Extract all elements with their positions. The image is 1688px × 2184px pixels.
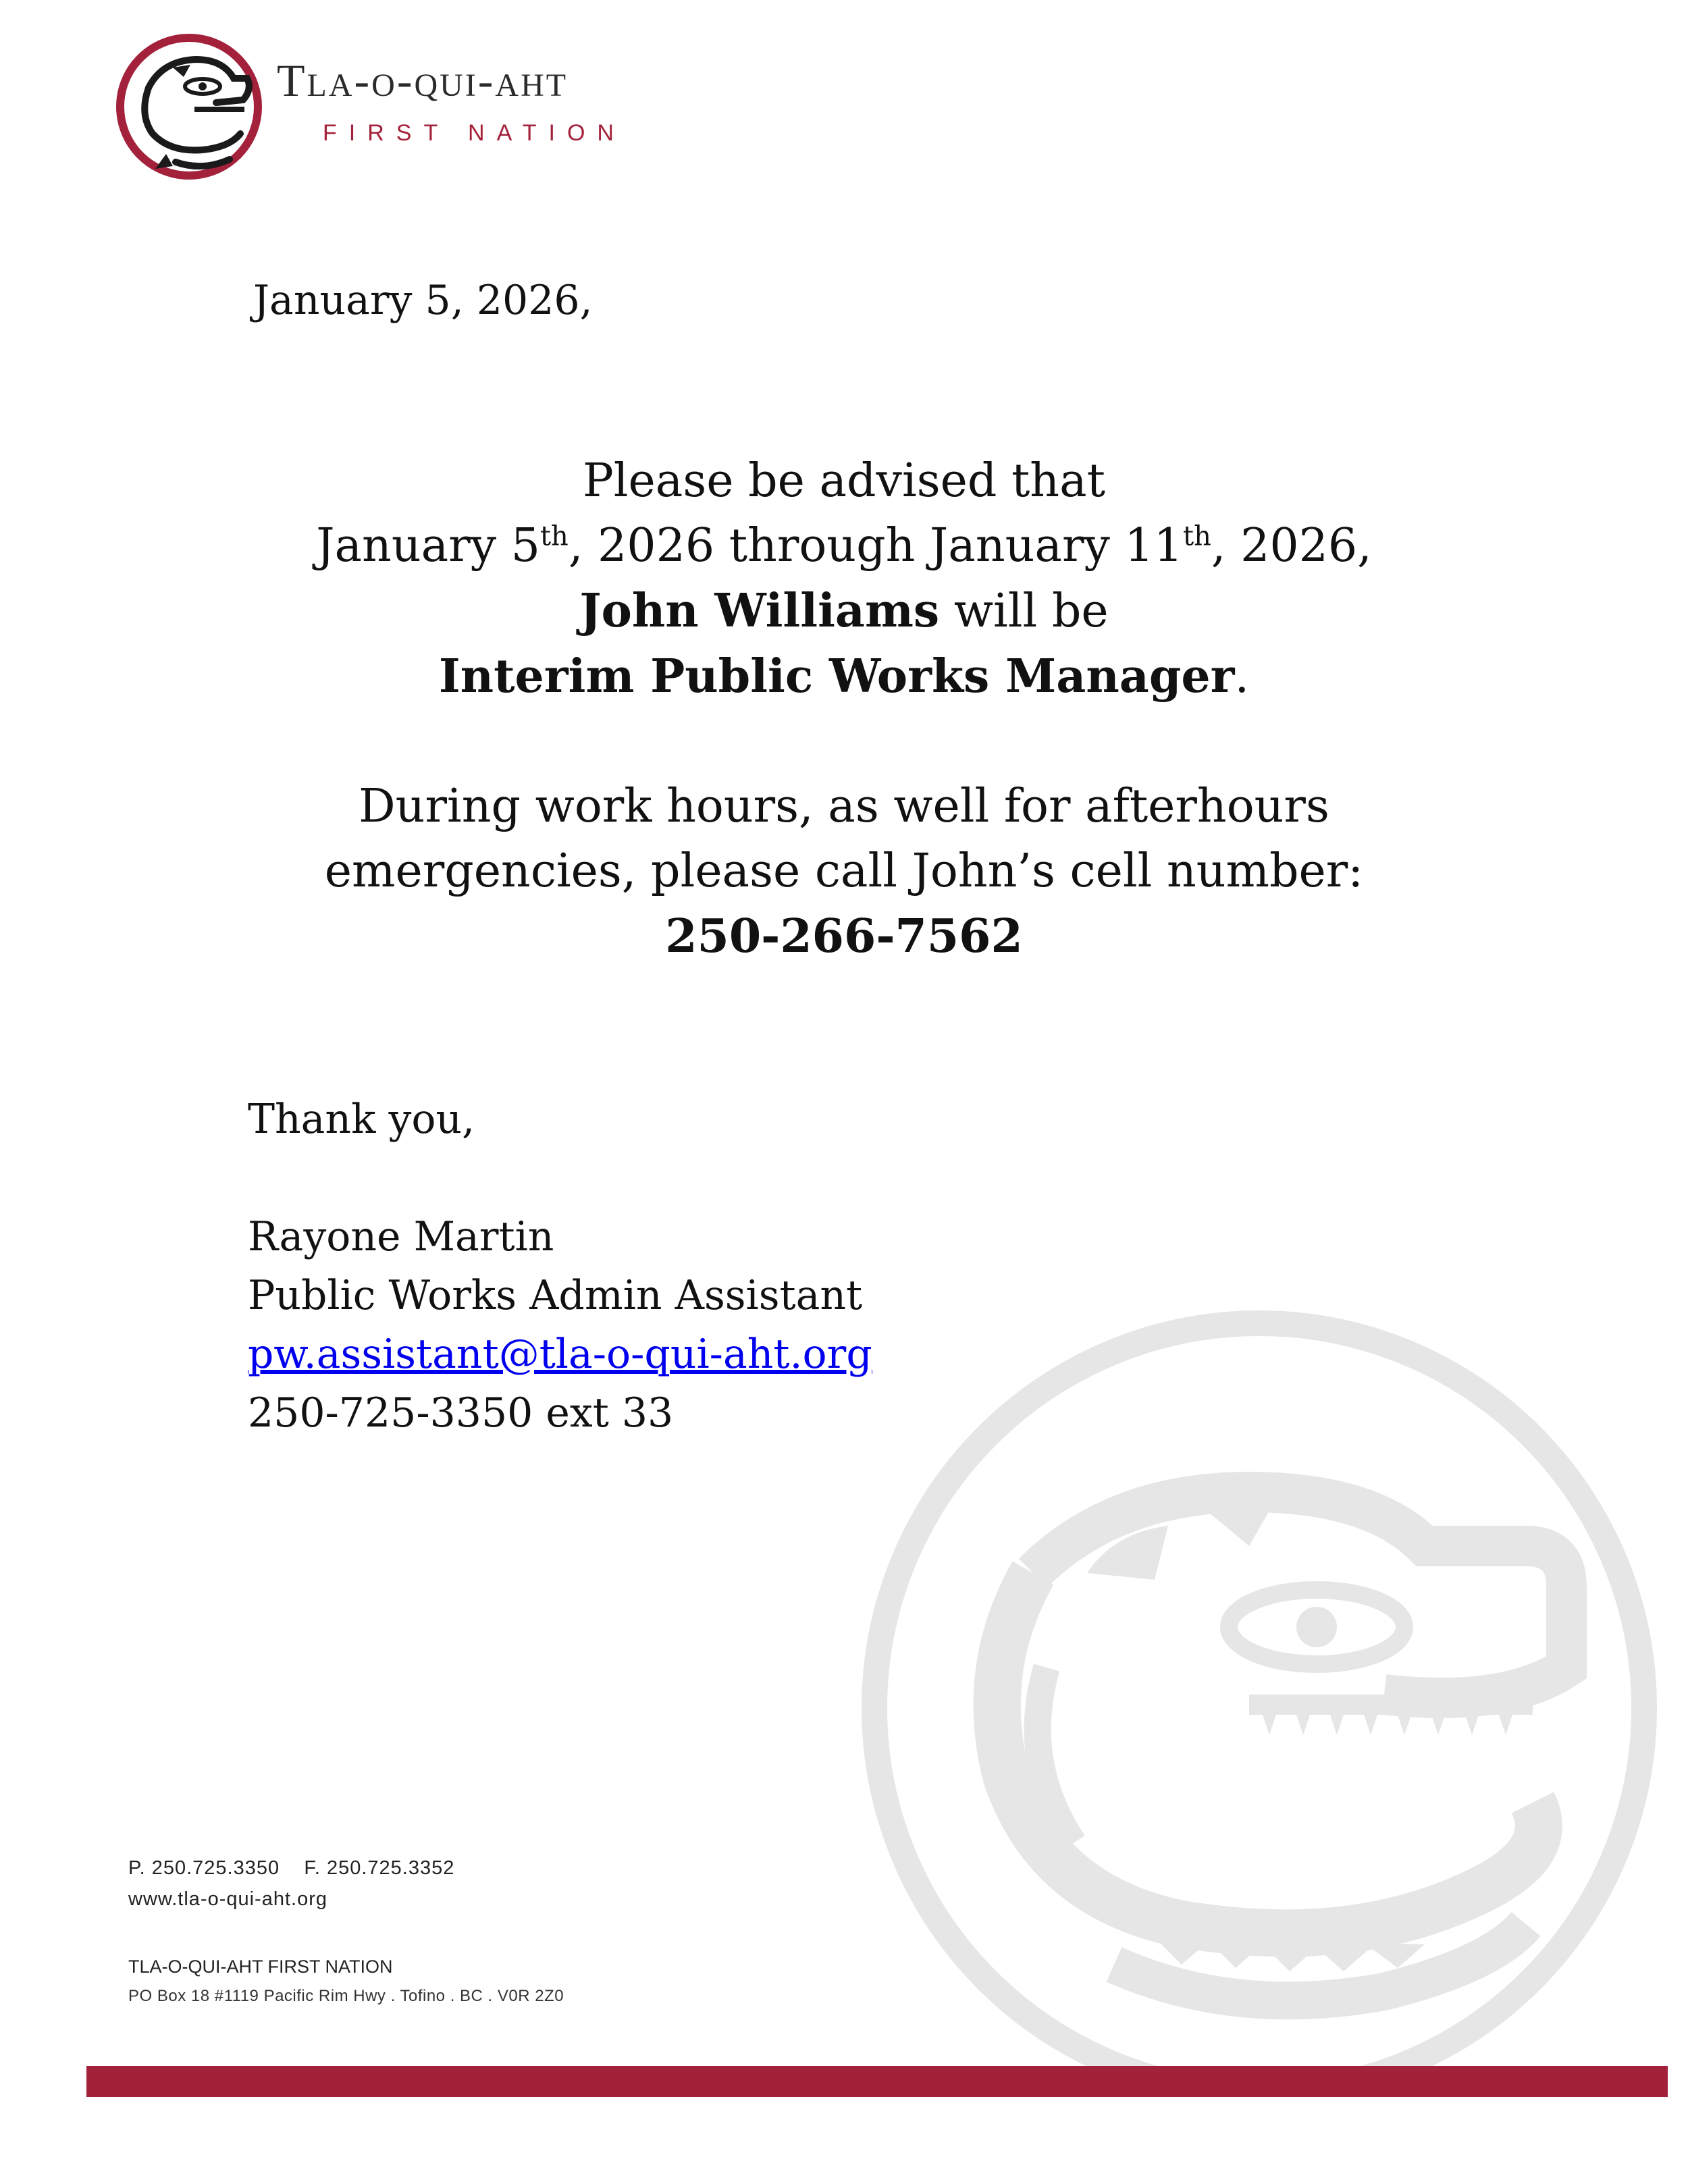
paragraph-gap [248,1149,872,1208]
notice-role-line [203,644,1485,710]
role-period: . [1234,650,1250,703]
email-line [248,1325,872,1384]
closing-thanks: Thank you, [248,1096,475,1143]
footer-website: www.tla-o-qui-aht.org [128,1888,327,1910]
footer-phone-fax: P. 250.725.3350 F. 250.725.3352 [128,1857,455,1879]
notice-start-date: January 5 [316,519,540,572]
ordinal-suffix: th [539,521,569,552]
org-name: Tla-o-qui-aht [277,55,569,106]
footer-address: PO Box 18 #1119 Pacific Rim Hwy . Tofino . BC . V0R 2Z0 [128,1987,564,2005]
footer-org-name: TLA-O-QUI-AHT FIRST NATION [128,1956,393,1977]
signer-phone: 250-725-3350 ext 33 [248,1389,674,1437]
notice-end-year: , 2026, [1211,519,1372,572]
wolf-serpent-watermark-icon [830,1289,1688,2073]
org-subtitle: FIRST NATION [323,120,626,146]
contact-instructions-2: emergencies, please call John’s cell number: [324,845,1364,898]
interim-role: Interim Public Works Manager [438,649,1235,703]
notice-date-range [203,514,1485,579]
will-be-text: will be [939,585,1109,638]
notice-person-line [203,579,1485,644]
paragraph-gap [203,710,1485,774]
interim-manager-name: John Williams [579,584,940,638]
cell-number: 250-266-7562 [665,909,1023,963]
cell-number-line [203,904,1485,969]
notice-block [203,449,1485,969]
signer-title: Public Works Admin Assistant [248,1272,863,1319]
signer-name: Rayone Martin [248,1213,554,1260]
signature-block [248,1090,872,1443]
wolf-serpent-logo-icon [108,27,270,189]
letter-date: January 5, 2026, [253,277,593,324]
notice-intro: Please be advised that [583,454,1105,508]
contact-instructions-1: During work hours, as well for afterhours [359,780,1329,833]
ordinal-suffix: th [1183,521,1211,552]
footer-brand-bar [86,2066,1668,2097]
notice-range-text: , 2026 through January 11 [568,519,1184,572]
email-link[interactable]: pw.assistant@tla-o-qui-aht.org [248,1331,872,1378]
